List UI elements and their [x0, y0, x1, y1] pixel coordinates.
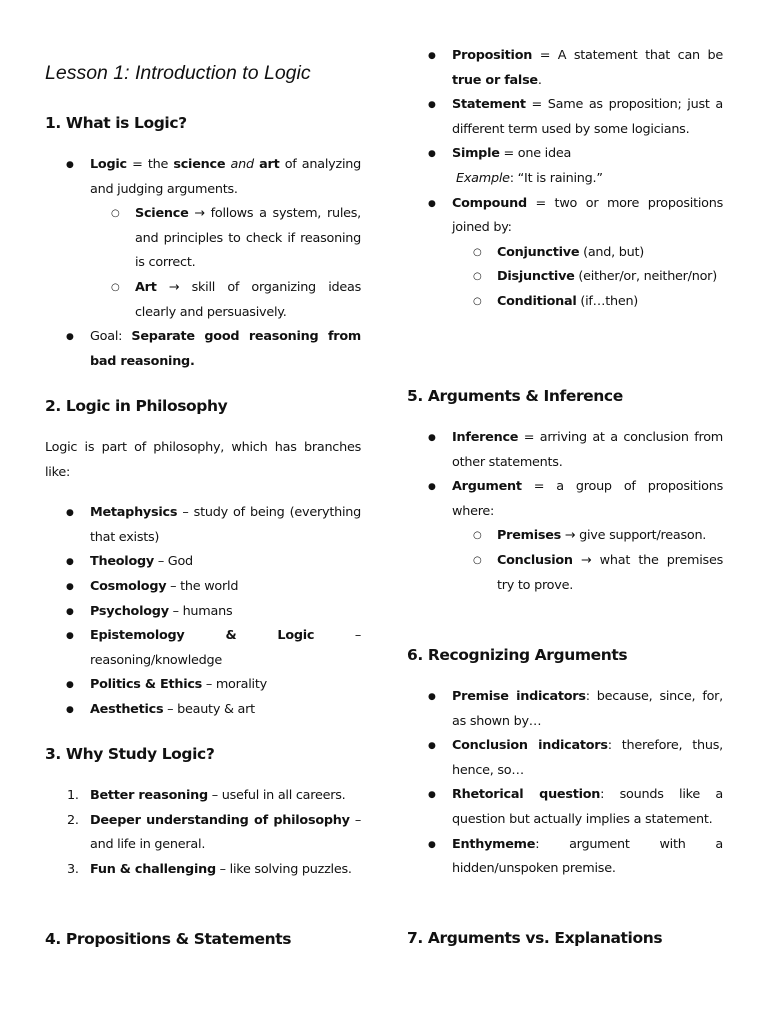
list-item-logic: ● Logic = the science and art of analyzing and judging arguments. ○ Science → follows a system, rules, and principles to check if reasoning is correct. ○ Art → skill of organizing ideas clearly and persuasively.: [45, 153, 361, 325]
argument-sublist: [407, 524, 723, 598]
list-item: ● Aesthetics – beauty & art: [45, 698, 361, 723]
list-item-science: ○ Science → follows a system, rules, and principles to check if reasoning is correct.: [45, 202, 361, 276]
compound-sublist: [407, 241, 723, 315]
list-item-art: ○ Art → skill of organizing ideas clearly and persuasively.: [45, 276, 361, 325]
philosophy-branches-list: [45, 501, 361, 722]
list-item: ● Premise indicators: because, since, for, as shown by…: [407, 685, 723, 734]
section-heading-recognizing-arguments: 6. Recognizing Arguments: [407, 646, 628, 664]
logic-sublist: [45, 202, 361, 325]
page-title: Lesson 1: Introduction to Logic: [45, 62, 311, 84]
list-item: ● Enthymeme: argument with a hidden/unspoken premise.: [407, 833, 723, 882]
list-item: ● Rhetorical question: sounds like a question but actually implies a statement.: [407, 783, 723, 832]
list-item: ● Metaphysics – study of being (everything that exists): [45, 501, 361, 550]
list-item-goal: ● Goal: Separate good reasoning from bad reasoning.: [45, 325, 361, 374]
list-item-proposition: ● Proposition = A statement that can be true or false.: [407, 44, 723, 93]
list-item: ● Conclusion indicators: therefore, thus, hence, so…: [407, 734, 723, 783]
list-item: ● Theology – God: [45, 550, 361, 575]
list-item: ○ Disjunctive (either/or, neither/nor): [407, 265, 723, 290]
list-item-simple: ● Simple = one idea Example: “It is raining.”: [407, 142, 723, 191]
list-item-compound: ● Compound = two or more propositions joined by: ○ Conjunctive (and, but) ○ Disjunctive (either/or, neither/nor) ○ Conditional (if…then): [407, 192, 723, 315]
list-item: 2. Deeper understanding of philosophy – and life in general.: [67, 812, 362, 853]
simple-example: Example: “It is raining.”: [456, 170, 603, 186]
section-heading-propositions-statements: 4. Propositions & Statements: [45, 930, 292, 948]
list-item: 1. Better reasoning – useful in all careers.: [67, 788, 346, 803]
philosophy-intro: Logic is part of philosophy, which has branches like:: [45, 440, 361, 480]
list-item: ● Politics & Ethics – morality: [45, 673, 361, 698]
list-item: 3. Fun & challenging – like solving puzzles.: [67, 861, 352, 877]
section-heading-why-study-logic: 3. Why Study Logic?: [45, 745, 215, 763]
list-item: ● Psychology – humans: [45, 600, 361, 625]
list-item-inference: ● Inference = arriving at a conclusion from other statements.: [407, 426, 723, 475]
section-heading-arguments-inference: 5. Arguments & Inference: [407, 387, 623, 405]
section-why-study-logic: [45, 784, 361, 882]
list-item: ○ Conjunctive (and, but): [407, 241, 723, 266]
section-what-is-logic: [45, 153, 361, 374]
section-propositions-statements: [407, 44, 723, 315]
section-heading-logic-in-philosophy: 2. Logic in Philosophy: [45, 397, 228, 415]
section-recognizing-arguments: [407, 685, 723, 882]
list-item: ● Cosmology – the world: [45, 575, 361, 600]
list-item-statement: ● Statement = Same as proposition; just a different term used by some logicians.: [407, 93, 723, 142]
section-arguments-inference: [407, 426, 723, 598]
section-heading-arguments-vs-explanations: 7. Arguments vs. Explanations: [407, 929, 663, 947]
section-logic-in-philosophy: [45, 436, 361, 723]
list-item: ○ Premises → give support/reason.: [407, 524, 723, 549]
section-heading-what-is-logic: 1. What is Logic?: [45, 114, 187, 132]
list-item: ● Epistemology & Logic – reasoning/knowledge: [45, 624, 361, 673]
list-item: ○ Conclusion → what the premises try to prove.: [407, 549, 723, 598]
list-item: ○ Conditional (if…then): [407, 290, 723, 315]
list-item-argument: ● Argument = a group of propositions where: ○ Premises → give support/reason. ○ Conclusion → what the premises try to prove.: [407, 475, 723, 598]
